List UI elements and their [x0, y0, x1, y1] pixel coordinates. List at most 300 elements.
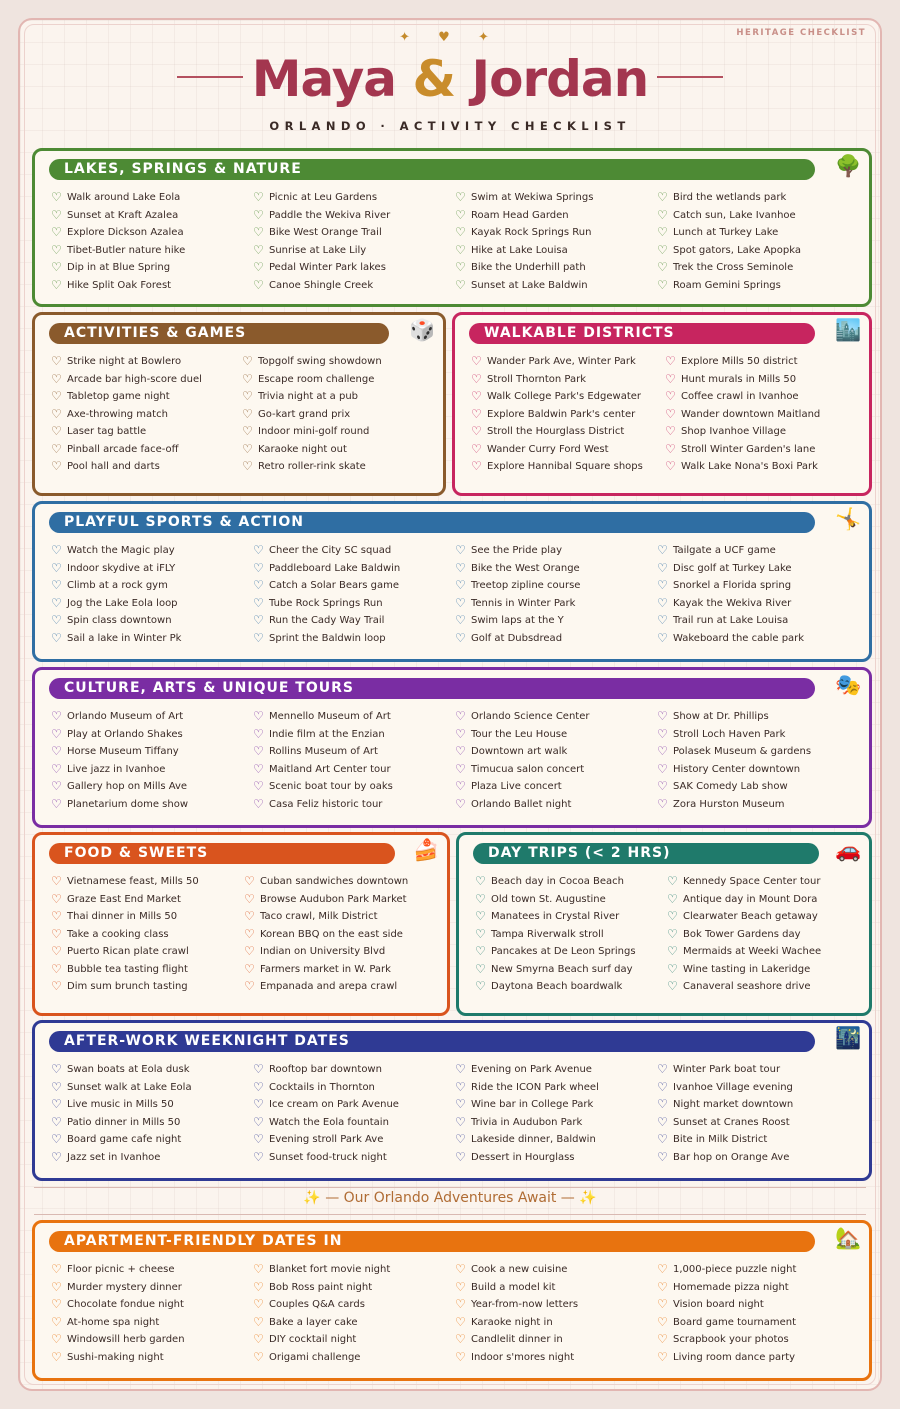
checklist-item[interactable]: [657, 259, 859, 277]
checklist-item[interactable]: [253, 1261, 455, 1279]
heart-checkbox-icon[interactable]: ♡: [51, 424, 62, 439]
checklist-item[interactable]: [657, 778, 859, 796]
checklist-item[interactable]: [51, 743, 253, 761]
heart-checkbox-icon[interactable]: ♡: [253, 726, 264, 741]
heart-checkbox-icon[interactable]: ♡: [657, 1297, 668, 1312]
heart-checkbox-icon[interactable]: ♡: [51, 459, 62, 474]
heart-checkbox-icon[interactable]: ♡: [667, 979, 678, 994]
heart-checkbox-icon[interactable]: ♡: [455, 225, 466, 240]
checklist-item[interactable]: [455, 224, 657, 242]
heart-checkbox-icon[interactable]: ♡: [51, 277, 62, 292]
checklist-item[interactable]: [657, 1261, 859, 1279]
checklist-item[interactable]: [665, 458, 859, 476]
heart-checkbox-icon[interactable]: ♡: [657, 560, 668, 575]
checklist-item[interactable]: [455, 761, 657, 779]
heart-checkbox-icon[interactable]: ♡: [657, 726, 668, 741]
checklist-item[interactable]: [665, 406, 859, 424]
checklist-item[interactable]: [244, 891, 437, 909]
checklist-item[interactable]: [475, 926, 667, 944]
checklist-item[interactable]: [253, 796, 455, 814]
heart-checkbox-icon[interactable]: ♡: [471, 441, 482, 456]
checklist-item[interactable]: [455, 1279, 657, 1297]
heart-checkbox-icon[interactable]: ♡: [455, 560, 466, 575]
heart-checkbox-icon[interactable]: ♡: [667, 961, 678, 976]
heart-checkbox-icon[interactable]: ♡: [657, 613, 668, 628]
checklist-item[interactable]: [667, 943, 859, 961]
checklist-item[interactable]: [657, 560, 859, 578]
heart-checkbox-icon[interactable]: ♡: [455, 207, 466, 222]
checklist-item[interactable]: [471, 406, 665, 424]
heart-checkbox-icon[interactable]: ♡: [242, 459, 253, 474]
heart-checkbox-icon[interactable]: ♡: [455, 242, 466, 257]
checklist-item[interactable]: [51, 1296, 253, 1314]
heart-checkbox-icon[interactable]: ♡: [51, 979, 62, 994]
checklist-item[interactable]: [242, 423, 433, 441]
heart-checkbox-icon[interactable]: ♡: [253, 1097, 264, 1112]
heart-checkbox-icon[interactable]: ♡: [51, 1349, 62, 1364]
checklist-item[interactable]: [51, 1096, 253, 1114]
heart-checkbox-icon[interactable]: ♡: [51, 874, 62, 889]
checklist-item[interactable]: [51, 577, 253, 595]
heart-checkbox-icon[interactable]: ♡: [657, 543, 668, 558]
heart-checkbox-icon[interactable]: ♡: [51, 1062, 62, 1077]
checklist-item[interactable]: [51, 423, 242, 441]
heart-checkbox-icon[interactable]: ♡: [455, 779, 466, 794]
heart-checkbox-icon[interactable]: ♡: [253, 543, 264, 558]
checklist-item[interactable]: [253, 259, 455, 277]
checklist-item[interactable]: [253, 743, 455, 761]
checklist-item[interactable]: [253, 1296, 455, 1314]
heart-checkbox-icon[interactable]: ♡: [244, 926, 255, 941]
heart-checkbox-icon[interactable]: ♡: [51, 909, 62, 924]
checklist-item[interactable]: [475, 961, 667, 979]
heart-checkbox-icon[interactable]: ♡: [665, 371, 676, 386]
heart-checkbox-icon[interactable]: ♡: [657, 1149, 668, 1164]
heart-checkbox-icon[interactable]: ♡: [657, 779, 668, 794]
checklist-item[interactable]: [51, 189, 253, 207]
heart-checkbox-icon[interactable]: ♡: [253, 1079, 264, 1094]
heart-checkbox-icon[interactable]: ♡: [253, 225, 264, 240]
heart-checkbox-icon[interactable]: ♡: [51, 389, 62, 404]
checklist-item[interactable]: [657, 708, 859, 726]
heart-checkbox-icon[interactable]: ♡: [667, 874, 678, 889]
heart-checkbox-icon[interactable]: ♡: [253, 744, 264, 759]
heart-checkbox-icon[interactable]: ♡: [244, 891, 255, 906]
checklist-item[interactable]: [253, 1331, 455, 1349]
heart-checkbox-icon[interactable]: ♡: [455, 709, 466, 724]
checklist-item[interactable]: [253, 1131, 455, 1149]
heart-checkbox-icon[interactable]: ♡: [455, 1079, 466, 1094]
heart-checkbox-icon[interactable]: ♡: [51, 1297, 62, 1312]
heart-checkbox-icon[interactable]: ♡: [51, 944, 62, 959]
heart-checkbox-icon[interactable]: ♡: [657, 630, 668, 645]
checklist-item[interactable]: [51, 1114, 253, 1132]
heart-checkbox-icon[interactable]: ♡: [253, 560, 264, 575]
checklist-item[interactable]: [455, 595, 657, 613]
heart-checkbox-icon[interactable]: ♡: [471, 371, 482, 386]
checklist-item[interactable]: [455, 1314, 657, 1332]
checklist-item[interactable]: [455, 189, 657, 207]
heart-checkbox-icon[interactable]: ♡: [51, 1079, 62, 1094]
heart-checkbox-icon[interactable]: ♡: [51, 709, 62, 724]
checklist-item[interactable]: [242, 388, 433, 406]
checklist-item[interactable]: [51, 612, 253, 630]
checklist-item[interactable]: [253, 577, 455, 595]
checklist-item[interactable]: [51, 242, 253, 260]
checklist-item[interactable]: [455, 560, 657, 578]
checklist-item[interactable]: [244, 908, 437, 926]
checklist-item[interactable]: [665, 423, 859, 441]
checklist-item[interactable]: [51, 371, 242, 389]
checklist-item[interactable]: [253, 189, 455, 207]
checklist-item[interactable]: [455, 259, 657, 277]
checklist-item[interactable]: [455, 277, 657, 295]
checklist-item[interactable]: [665, 441, 859, 459]
heart-checkbox-icon[interactable]: ♡: [51, 926, 62, 941]
heart-checkbox-icon[interactable]: ♡: [455, 1097, 466, 1112]
checklist-item[interactable]: [657, 1149, 859, 1167]
checklist-item[interactable]: [657, 761, 859, 779]
heart-checkbox-icon[interactable]: ♡: [657, 1332, 668, 1347]
checklist-item[interactable]: [253, 761, 455, 779]
checklist-item[interactable]: [242, 353, 433, 371]
heart-checkbox-icon[interactable]: ♡: [657, 1279, 668, 1294]
heart-checkbox-icon[interactable]: ♡: [475, 874, 486, 889]
heart-checkbox-icon[interactable]: ♡: [51, 242, 62, 257]
heart-checkbox-icon[interactable]: ♡: [657, 207, 668, 222]
heart-checkbox-icon[interactable]: ♡: [657, 744, 668, 759]
checklist-item[interactable]: [455, 743, 657, 761]
heart-checkbox-icon[interactable]: ♡: [242, 406, 253, 421]
checklist-item[interactable]: [51, 926, 244, 944]
checklist-item[interactable]: [471, 423, 665, 441]
checklist-item[interactable]: [657, 1349, 859, 1367]
heart-checkbox-icon[interactable]: ♡: [455, 613, 466, 628]
heart-checkbox-icon[interactable]: ♡: [475, 926, 486, 941]
checklist-item[interactable]: [665, 353, 859, 371]
checklist-item[interactable]: [51, 441, 242, 459]
heart-checkbox-icon[interactable]: ♡: [657, 796, 668, 811]
heart-checkbox-icon[interactable]: ♡: [657, 1349, 668, 1364]
checklist-item[interactable]: [242, 406, 433, 424]
checklist-item[interactable]: [455, 1296, 657, 1314]
checklist-item[interactable]: [455, 242, 657, 260]
heart-checkbox-icon[interactable]: ♡: [455, 595, 466, 610]
heart-checkbox-icon[interactable]: ♡: [455, 761, 466, 776]
heart-checkbox-icon[interactable]: ♡: [253, 1297, 264, 1312]
heart-checkbox-icon[interactable]: ♡: [657, 1097, 668, 1112]
checklist-item[interactable]: [51, 458, 242, 476]
checklist-item[interactable]: [657, 242, 859, 260]
heart-checkbox-icon[interactable]: ♡: [51, 441, 62, 456]
checklist-item[interactable]: [455, 726, 657, 744]
checklist-item[interactable]: [657, 1114, 859, 1132]
checklist-item[interactable]: [471, 458, 665, 476]
heart-checkbox-icon[interactable]: ♡: [51, 595, 62, 610]
heart-checkbox-icon[interactable]: ♡: [51, 578, 62, 593]
checklist-item[interactable]: [657, 612, 859, 630]
checklist-item[interactable]: [51, 1331, 253, 1349]
checklist-item[interactable]: [455, 1149, 657, 1167]
checklist-item[interactable]: [657, 577, 859, 595]
checklist-item[interactable]: [51, 778, 253, 796]
checklist-item[interactable]: [242, 371, 433, 389]
heart-checkbox-icon[interactable]: ♡: [51, 371, 62, 386]
checklist-item[interactable]: [657, 1296, 859, 1314]
heart-checkbox-icon[interactable]: ♡: [475, 891, 486, 906]
checklist-item[interactable]: [667, 961, 859, 979]
checklist-item[interactable]: [455, 708, 657, 726]
heart-checkbox-icon[interactable]: ♡: [51, 406, 62, 421]
checklist-item[interactable]: [253, 630, 455, 648]
checklist-item[interactable]: [471, 441, 665, 459]
checklist-item[interactable]: [253, 542, 455, 560]
checklist-item[interactable]: [455, 1096, 657, 1114]
checklist-item[interactable]: [51, 1149, 253, 1167]
heart-checkbox-icon[interactable]: ♡: [657, 190, 668, 205]
checklist-item[interactable]: [51, 943, 244, 961]
heart-checkbox-icon[interactable]: ♡: [253, 1349, 264, 1364]
heart-checkbox-icon[interactable]: ♡: [253, 1279, 264, 1294]
heart-checkbox-icon[interactable]: ♡: [455, 543, 466, 558]
heart-checkbox-icon[interactable]: ♡: [471, 459, 482, 474]
checklist-item[interactable]: [51, 224, 253, 242]
checklist-item[interactable]: [51, 259, 253, 277]
heart-checkbox-icon[interactable]: ♡: [657, 595, 668, 610]
heart-checkbox-icon[interactable]: ♡: [51, 613, 62, 628]
heart-checkbox-icon[interactable]: ♡: [475, 909, 486, 924]
checklist-item[interactable]: [665, 371, 859, 389]
heart-checkbox-icon[interactable]: ♡: [242, 424, 253, 439]
checklist-item[interactable]: [657, 277, 859, 295]
heart-checkbox-icon[interactable]: ♡: [475, 961, 486, 976]
heart-checkbox-icon[interactable]: ♡: [51, 207, 62, 222]
heart-checkbox-icon[interactable]: ♡: [471, 389, 482, 404]
heart-checkbox-icon[interactable]: ♡: [51, 560, 62, 575]
heart-checkbox-icon[interactable]: ♡: [51, 779, 62, 794]
checklist-item[interactable]: [51, 630, 253, 648]
checklist-item[interactable]: [657, 189, 859, 207]
checklist-item[interactable]: [51, 1349, 253, 1367]
heart-checkbox-icon[interactable]: ♡: [455, 1314, 466, 1329]
heart-checkbox-icon[interactable]: ♡: [455, 190, 466, 205]
checklist-item[interactable]: [244, 961, 437, 979]
heart-checkbox-icon[interactable]: ♡: [244, 979, 255, 994]
checklist-item[interactable]: [253, 277, 455, 295]
heart-checkbox-icon[interactable]: ♡: [475, 979, 486, 994]
heart-checkbox-icon[interactable]: ♡: [253, 260, 264, 275]
checklist-item[interactable]: [455, 1114, 657, 1132]
checklist-item[interactable]: [51, 1279, 253, 1297]
heart-checkbox-icon[interactable]: ♡: [51, 796, 62, 811]
checklist-item[interactable]: [455, 778, 657, 796]
checklist-item[interactable]: [455, 1261, 657, 1279]
heart-checkbox-icon[interactable]: ♡: [667, 909, 678, 924]
heart-checkbox-icon[interactable]: ♡: [244, 909, 255, 924]
checklist-item[interactable]: [253, 708, 455, 726]
heart-checkbox-icon[interactable]: ♡: [51, 260, 62, 275]
heart-checkbox-icon[interactable]: ♡: [51, 1132, 62, 1147]
checklist-item[interactable]: [253, 612, 455, 630]
checklist-item[interactable]: [657, 1279, 859, 1297]
heart-checkbox-icon[interactable]: ♡: [51, 1332, 62, 1347]
heart-checkbox-icon[interactable]: ♡: [253, 613, 264, 628]
checklist-item[interactable]: [667, 978, 859, 996]
checklist-item[interactable]: [253, 1349, 455, 1367]
heart-checkbox-icon[interactable]: ♡: [665, 389, 676, 404]
heart-checkbox-icon[interactable]: ♡: [455, 1114, 466, 1129]
heart-checkbox-icon[interactable]: ♡: [455, 726, 466, 741]
heart-checkbox-icon[interactable]: ♡: [253, 207, 264, 222]
checklist-item[interactable]: [253, 242, 455, 260]
heart-checkbox-icon[interactable]: ♡: [665, 459, 676, 474]
checklist-item[interactable]: [471, 388, 665, 406]
checklist-item[interactable]: [51, 207, 253, 225]
heart-checkbox-icon[interactable]: ♡: [455, 1349, 466, 1364]
checklist-item[interactable]: [455, 612, 657, 630]
checklist-item[interactable]: [657, 1079, 859, 1097]
checklist-item[interactable]: [244, 943, 437, 961]
heart-checkbox-icon[interactable]: ♡: [657, 1062, 668, 1077]
heart-checkbox-icon[interactable]: ♡: [253, 190, 264, 205]
heart-checkbox-icon[interactable]: ♡: [455, 1262, 466, 1277]
checklist-item[interactable]: [51, 961, 244, 979]
heart-checkbox-icon[interactable]: ♡: [657, 1079, 668, 1094]
heart-checkbox-icon[interactable]: ♡: [242, 441, 253, 456]
heart-checkbox-icon[interactable]: ♡: [657, 260, 668, 275]
checklist-item[interactable]: [667, 873, 859, 891]
heart-checkbox-icon[interactable]: ♡: [253, 1132, 264, 1147]
checklist-item[interactable]: [475, 908, 667, 926]
checklist-item[interactable]: [253, 1149, 455, 1167]
checklist-item[interactable]: [667, 926, 859, 944]
heart-checkbox-icon[interactable]: ♡: [455, 1062, 466, 1077]
heart-checkbox-icon[interactable]: ♡: [253, 1114, 264, 1129]
heart-checkbox-icon[interactable]: ♡: [455, 260, 466, 275]
heart-checkbox-icon[interactable]: ♡: [455, 1297, 466, 1312]
heart-checkbox-icon[interactable]: ♡: [51, 1097, 62, 1112]
heart-checkbox-icon[interactable]: ♡: [657, 277, 668, 292]
heart-checkbox-icon[interactable]: ♡: [455, 1279, 466, 1294]
heart-checkbox-icon[interactable]: ♡: [455, 630, 466, 645]
checklist-item[interactable]: [51, 708, 253, 726]
checklist-item[interactable]: [667, 908, 859, 926]
heart-checkbox-icon[interactable]: ♡: [51, 726, 62, 741]
checklist-item[interactable]: [51, 908, 244, 926]
checklist-item[interactable]: [51, 873, 244, 891]
heart-checkbox-icon[interactable]: ♡: [51, 1114, 62, 1129]
heart-checkbox-icon[interactable]: ♡: [455, 1132, 466, 1147]
checklist-item[interactable]: [51, 1314, 253, 1332]
heart-checkbox-icon[interactable]: ♡: [253, 1062, 264, 1077]
checklist-item[interactable]: [51, 542, 253, 560]
checklist-item[interactable]: [253, 224, 455, 242]
checklist-item[interactable]: [51, 978, 244, 996]
checklist-item[interactable]: [455, 1061, 657, 1079]
heart-checkbox-icon[interactable]: ♡: [667, 926, 678, 941]
heart-checkbox-icon[interactable]: ♡: [657, 761, 668, 776]
heart-checkbox-icon[interactable]: ♡: [455, 1332, 466, 1347]
checklist-item[interactable]: [455, 542, 657, 560]
heart-checkbox-icon[interactable]: ♡: [51, 1314, 62, 1329]
heart-checkbox-icon[interactable]: ♡: [665, 406, 676, 421]
heart-checkbox-icon[interactable]: ♡: [455, 796, 466, 811]
checklist-item[interactable]: [253, 207, 455, 225]
heart-checkbox-icon[interactable]: ♡: [253, 796, 264, 811]
checklist-item[interactable]: [253, 560, 455, 578]
heart-checkbox-icon[interactable]: ♡: [455, 277, 466, 292]
checklist-item[interactable]: [455, 1131, 657, 1149]
heart-checkbox-icon[interactable]: ♡: [51, 1149, 62, 1164]
checklist-item[interactable]: [253, 1279, 455, 1297]
heart-checkbox-icon[interactable]: ♡: [242, 389, 253, 404]
checklist-item[interactable]: [253, 1079, 455, 1097]
checklist-item[interactable]: [657, 595, 859, 613]
checklist-item[interactable]: [471, 353, 665, 371]
heart-checkbox-icon[interactable]: ♡: [51, 1279, 62, 1294]
checklist-item[interactable]: [455, 1349, 657, 1367]
checklist-item[interactable]: [253, 778, 455, 796]
heart-checkbox-icon[interactable]: ♡: [51, 543, 62, 558]
heart-checkbox-icon[interactable]: ♡: [253, 1332, 264, 1347]
heart-checkbox-icon[interactable]: ♡: [471, 354, 482, 369]
heart-checkbox-icon[interactable]: ♡: [657, 242, 668, 257]
heart-checkbox-icon[interactable]: ♡: [667, 944, 678, 959]
heart-checkbox-icon[interactable]: ♡: [51, 891, 62, 906]
checklist-item[interactable]: [657, 1096, 859, 1114]
heart-checkbox-icon[interactable]: ♡: [51, 761, 62, 776]
heart-checkbox-icon[interactable]: ♡: [51, 1262, 62, 1277]
heart-checkbox-icon[interactable]: ♡: [51, 354, 62, 369]
checklist-item[interactable]: [51, 353, 242, 371]
checklist-item[interactable]: [471, 371, 665, 389]
heart-checkbox-icon[interactable]: ♡: [244, 944, 255, 959]
checklist-item[interactable]: [253, 1314, 455, 1332]
checklist-item[interactable]: [51, 388, 242, 406]
checklist-item[interactable]: [51, 560, 253, 578]
checklist-item[interactable]: [475, 978, 667, 996]
checklist-item[interactable]: [244, 926, 437, 944]
heart-checkbox-icon[interactable]: ♡: [455, 578, 466, 593]
checklist-item[interactable]: [51, 891, 244, 909]
checklist-item[interactable]: [51, 1261, 253, 1279]
checklist-item[interactable]: [253, 1061, 455, 1079]
heart-checkbox-icon[interactable]: ♡: [253, 761, 264, 776]
checklist-item[interactable]: [253, 1114, 455, 1132]
heart-checkbox-icon[interactable]: ♡: [253, 578, 264, 593]
checklist-item[interactable]: [475, 943, 667, 961]
heart-checkbox-icon[interactable]: ♡: [455, 744, 466, 759]
checklist-item[interactable]: [665, 388, 859, 406]
checklist-item[interactable]: [51, 406, 242, 424]
checklist-item[interactable]: [475, 891, 667, 909]
heart-checkbox-icon[interactable]: ♡: [244, 961, 255, 976]
checklist-item[interactable]: [657, 743, 859, 761]
checklist-item[interactable]: [51, 726, 253, 744]
heart-checkbox-icon[interactable]: ♡: [657, 709, 668, 724]
checklist-item[interactable]: [51, 796, 253, 814]
checklist-item[interactable]: [657, 224, 859, 242]
heart-checkbox-icon[interactable]: ♡: [665, 441, 676, 456]
checklist-item[interactable]: [455, 796, 657, 814]
heart-checkbox-icon[interactable]: ♡: [475, 944, 486, 959]
checklist-item[interactable]: [657, 726, 859, 744]
heart-checkbox-icon[interactable]: ♡: [253, 1314, 264, 1329]
checklist-item[interactable]: [51, 1131, 253, 1149]
heart-checkbox-icon[interactable]: ♡: [242, 371, 253, 386]
heart-checkbox-icon[interactable]: ♡: [455, 1149, 466, 1164]
heart-checkbox-icon[interactable]: ♡: [253, 595, 264, 610]
